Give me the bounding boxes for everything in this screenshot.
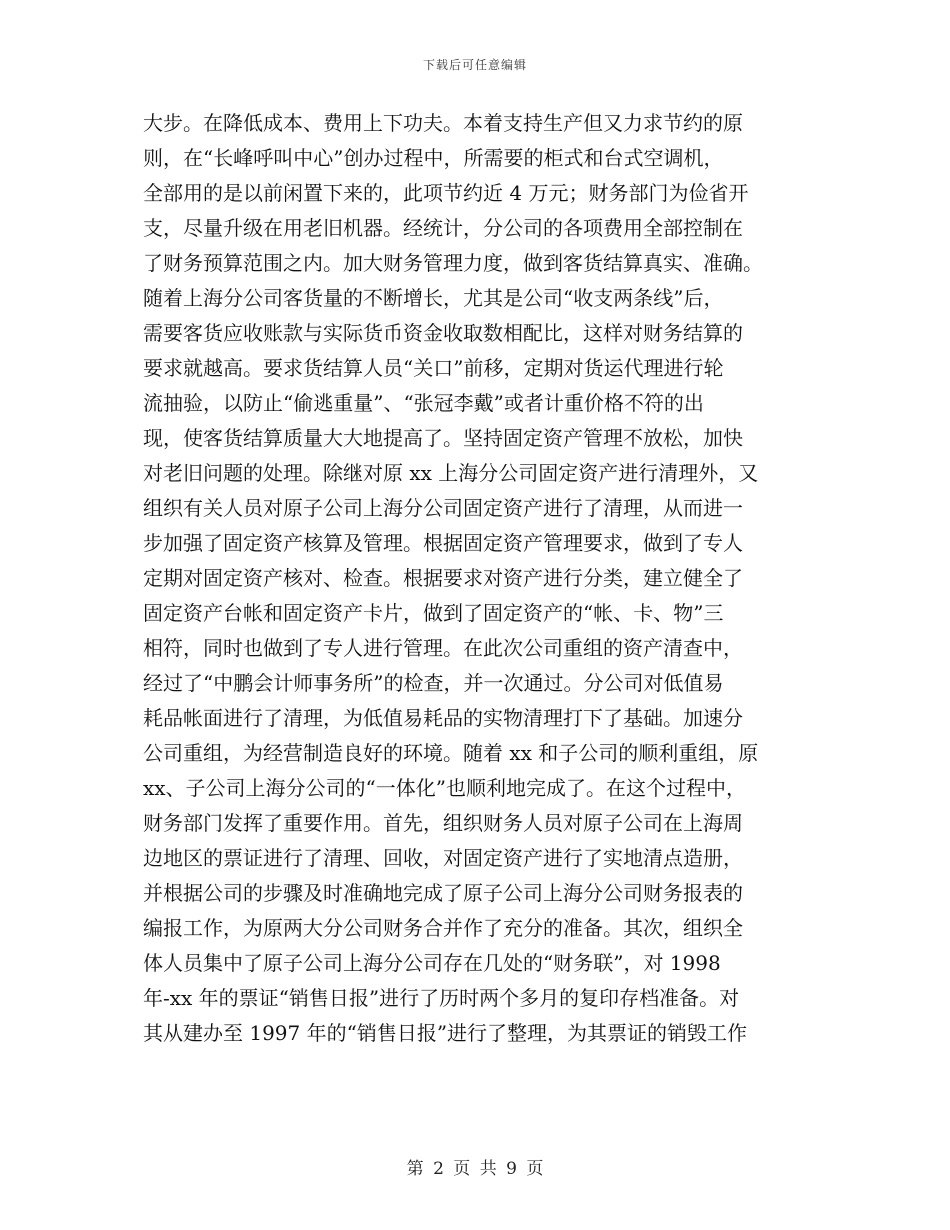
text-line: 步加强了固定资产核算及管理。根据固定资产管理要求，做到了专人: [143, 531, 743, 555]
text-line: 并根据公司的步骤及时准确地完成了原子公司上海分公司财务报表的: [143, 881, 743, 905]
text-line: 其从建办至 1997 年的“销售日报”进行了整理，为其票证的销毁工作: [143, 1021, 748, 1045]
text-line: 定期对固定资产核对、检查。根据要求对资产进行分类，建立健全了: [143, 566, 743, 590]
text-line: 相符，同时也做到了专人进行管理。在此次公司重组的资产清查中，: [143, 636, 743, 660]
text-line: 流抽验，以防止“偷逃重量”、“张冠李戴”或者计重价格不符的出: [143, 391, 704, 415]
text-line: 了财务预算范围之内。加大财务管理力度，做到客货结算真实、准确。: [143, 251, 763, 275]
text-line: 大步。在降低成本、费用上下功夫。本着支持生产但又力求节约的原: [143, 111, 743, 135]
text-line: 对老旧问题的处理。除继对原 xx 上海分公司固定资产进行清理外，又: [143, 461, 759, 485]
text-line: xx、子公司上海分公司的“一体化”也顺利地完成了。在这个过程中，: [143, 776, 747, 800]
text-line: 财务部门发挥了重要作用。首先，组织财务人员对原子公司在上海周: [143, 811, 743, 835]
text-line: 固定资产台帐和固定资产卡片，做到了固定资产的“帐、卡、物”三: [143, 601, 724, 625]
text-line: 组织有关人员对原子公司上海分公司固定资产进行了清理，从而进一: [143, 496, 743, 520]
text-line: 年-xx 年的票证“销售日报”进行了历时两个多月的复印存档准备。对: [143, 986, 740, 1010]
text-line: 体人员集中了原子公司上海分公司存在几处的“财务联”，对 1998: [143, 951, 721, 975]
text-line: 现，使客货结算质量大大地提高了。坚持固定资产管理不放松，加快: [143, 426, 743, 450]
text-line: 耗品帐面进行了清理，为低值易耗品的实物清理打下了基础。加速分: [143, 706, 743, 730]
text-line: 则，在“长峰呼叫中心”创办过程中，所需要的柜式和台式空调机，: [143, 146, 724, 170]
text-line: 需要客货应收账款与实际货币资金收取数相配比，这样对财务结算的: [143, 321, 743, 345]
text-line: 支，尽量升级在用老旧机器。经统计，分公司的各项费用全部控制在: [143, 216, 743, 240]
text-line: 全部用的是以前闲置下来的，此项节约近 4 万元；财务部门为俭省开: [143, 181, 749, 205]
page-number: 第 2 页 共 9 页: [406, 1159, 544, 1179]
text-line: 编报工作，为原两大分公司财务合并作了充分的准备。其次，组织全: [143, 916, 743, 940]
text-line: 边地区的票证进行了清理、回收，对固定资产进行了实地清点造册，: [143, 846, 743, 870]
text-line: 要求就越高。要求货结算人员“关口”前移，定期对货运代理进行轮: [143, 356, 724, 380]
text-line: 公司重组，为经营制造良好的环境。随着 xx 和子公司的顺利重组，原: [143, 741, 759, 765]
document-body: [143, 106, 811, 1051]
page-header-note: 下载后可任意编辑: [422, 58, 527, 72]
text-line: 经过了“中鹏会计师事务所”的检查，并一次通过。分公司对低值易: [143, 671, 724, 695]
text-line: 随着上海分公司客货量的不断增长，尤其是公司“收支两条线”后，: [143, 286, 724, 310]
